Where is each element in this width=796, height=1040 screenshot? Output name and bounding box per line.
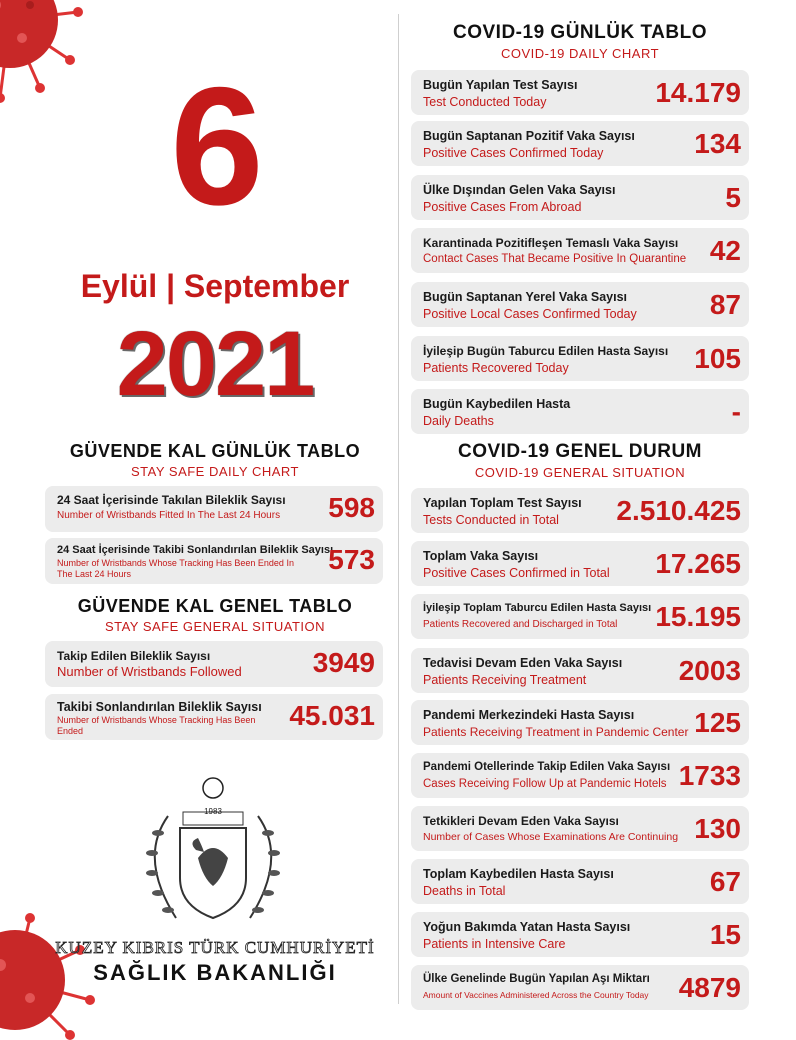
row-label-en: Patients in Intensive Care [423,937,566,951]
covid-general-row [411,488,749,533]
date-month: Eylül | September [80,268,350,304]
stay-safe-daily-row [45,538,383,584]
row-value: 573 [328,544,375,575]
row-label-tr: Takip Edilen Bileklik Sayısı [57,649,211,663]
covid-general-row [411,648,749,693]
row-label-tr: Takibi Sonlandırılan Bileklik Sayısı [57,700,262,714]
row-label-tr: Bugün Saptanan Yerel Vaka Sayısı [423,290,628,304]
row-label-tr: Tedavisi Devam Eden Vaka Sayısı [423,656,623,670]
row-label-en: Positive Cases Confirmed Today [423,146,604,160]
row-label-en: Deaths in Total [423,884,506,898]
covid-general-row [411,912,749,957]
row-value: 87 [709,289,741,320]
covid-general-row [411,753,749,798]
date-day: 6 [170,52,260,240]
row-label-en: Patients Receiving Treatment in Pandemic Center [423,725,689,739]
ministry-emblem [128,768,298,938]
row-label-en: Positive Cases From Abroad [423,200,582,214]
row-value: 105 [694,343,741,374]
row-value: 4879 [678,972,741,1003]
row-value: 1733 [678,760,741,791]
row-value: - [731,396,741,427]
row-value: 14.179 [655,77,741,108]
covid-daily-title: COVID-19 GÜNLÜK TABLO [453,22,707,43]
covid-daily-subtitle: COVID-19 DAILY CHART [500,46,660,61]
stay-safe-general-row [45,641,383,687]
covid-daily-row [411,228,749,273]
covid-daily-row [411,336,749,381]
covid-daily-row [411,282,749,327]
row-label-tr: 24 Saat İçerisinde Takılan Bileklik Sayısı [57,493,286,507]
row-value: 45.031 [289,700,375,731]
row-value: 134 [694,128,741,159]
row-label-en: Daily Deaths [423,414,494,428]
row-label-en: Patients Recovered Today [423,361,569,375]
row-label-tr: Tetkikleri Devam Eden Vaka Sayısı [423,814,619,828]
emblem-year: 1983 [204,807,222,816]
row-label-en: Tests Conducted in Total [423,513,559,527]
stay-safe-general-title: GÜVENDE KAL GENEL TABLO [77,596,353,616]
row-label-en: Positive Local Cases Confirmed Today [423,307,637,321]
ministry-country: KUZEY KIBRIS TÜRK CUMHURİYETİ [55,938,375,957]
row-label-en: Number of Wristbands Followed [57,664,242,679]
row-label-en: Cases Receiving Follow Up at Pandemic Hotels [423,778,667,790]
row-value: 15.195 [655,601,741,632]
row-label-tr: Toplam Kaybedilen Hasta Sayısı [423,867,614,881]
row-label-tr: İyileşip Bugün Taburcu Edilen Hasta Sayısı [423,344,669,358]
row-label-tr: İyileşip Toplam Taburcu Edilen Hasta Sayısı [423,602,652,614]
row-value: 2003 [678,655,741,686]
row-label-en: Positive Cases Confirmed in Total [423,566,610,580]
row-label-en: Number of Wristbands Whose Tracking Has Been Ended [57,715,256,736]
stay-safe-general-subtitle: STAY SAFE GENERAL SITUATION [104,619,326,634]
row-value: 3949 [312,647,375,678]
covid-general-row [411,700,749,745]
row-label-tr: Karantinada Pozitifleşen Temaslı Vaka Sayısı [423,236,679,250]
row-label-en: Contact Cases That Became Positive In Quarantine [423,253,687,265]
row-label-tr: Toplam Vaka Sayısı [423,549,539,563]
row-value: 130 [694,813,741,844]
stay-safe-daily-row [45,486,383,532]
row-label-tr: Pandemi Otellerinde Takip Edilen Vaka Sayısı [423,761,671,773]
covid-general-row [411,965,749,1010]
covid-general-row [411,859,749,904]
row-label-en: Amount of Vaccines Administered Across the Country Today [423,990,649,1000]
covid-general-row [411,594,749,639]
row-value: 67 [709,866,741,897]
covid-daily-row [411,121,749,166]
date-year: 2021 [116,313,314,415]
row-label-tr: 24 Saat İçerisinde Takibi Sonlandırılan Bileklik Sayısı [57,544,334,556]
row-label-tr: Bugün Saptanan Pozitif Vaka Sayısı [423,129,635,143]
covid-general-title: COVID-19 GENEL DURUM [457,441,702,462]
row-label-tr: Bugün Yapılan Test Sayısı [423,78,578,92]
row-label-en: Patients Recovered and Discharged in Total [423,619,618,630]
row-label-tr: Ülke Dışından Gelen Vaka Sayısı [423,183,616,197]
covid-daily-row [411,70,749,115]
row-label-en: Number of Wristbands Fitted In The Last 24 Hours [57,510,281,521]
covid-daily-row [411,389,749,434]
covid-general-row [411,806,749,851]
row-label-tr: Yoğun Bakımda Yatan Hasta Sayısı [423,920,631,934]
covid-general-subtitle: COVID-19 GENERAL SITUATION [474,465,686,480]
row-label-en: Number of Wristbands Whose Tracking Has Been Ended In The Last 24 Hours [57,558,294,579]
row-value: 15 [709,919,741,950]
covid-general-row [411,541,749,586]
row-label-en: Number of Cases Whose Examinations Are Continuing [423,831,679,843]
stay-safe-daily-subtitle: STAY SAFE DAILY CHART [131,464,299,479]
row-value: 598 [328,492,375,523]
row-label-tr: Pandemi Merkezindeki Hasta Sayısı [423,708,635,722]
row-value: 125 [694,707,741,738]
row-label-en: Test Conducted Today [423,95,547,109]
row-value: 17.265 [655,548,741,579]
stay-safe-daily-title: GÜVENDE KAL GÜNLÜK TABLO [69,441,361,461]
row-label-tr: Yapılan Toplam Test Sayısı [423,496,582,510]
stay-safe-general-row [45,694,383,740]
row-label-tr: Ülke Genelinde Bugün Yapılan Aşı Miktarı [423,973,650,985]
row-value: 2.510.425 [616,495,741,526]
row-label-en: Patients Receiving Treatment [423,673,587,687]
ministry-name: SAĞLIK BAKANLIĞI [93,960,337,985]
row-value: 42 [709,235,741,266]
row-label-tr: Bugün Kaybedilen Hasta [423,397,571,411]
covid-daily-row [411,175,749,220]
row-value: 5 [725,182,741,213]
